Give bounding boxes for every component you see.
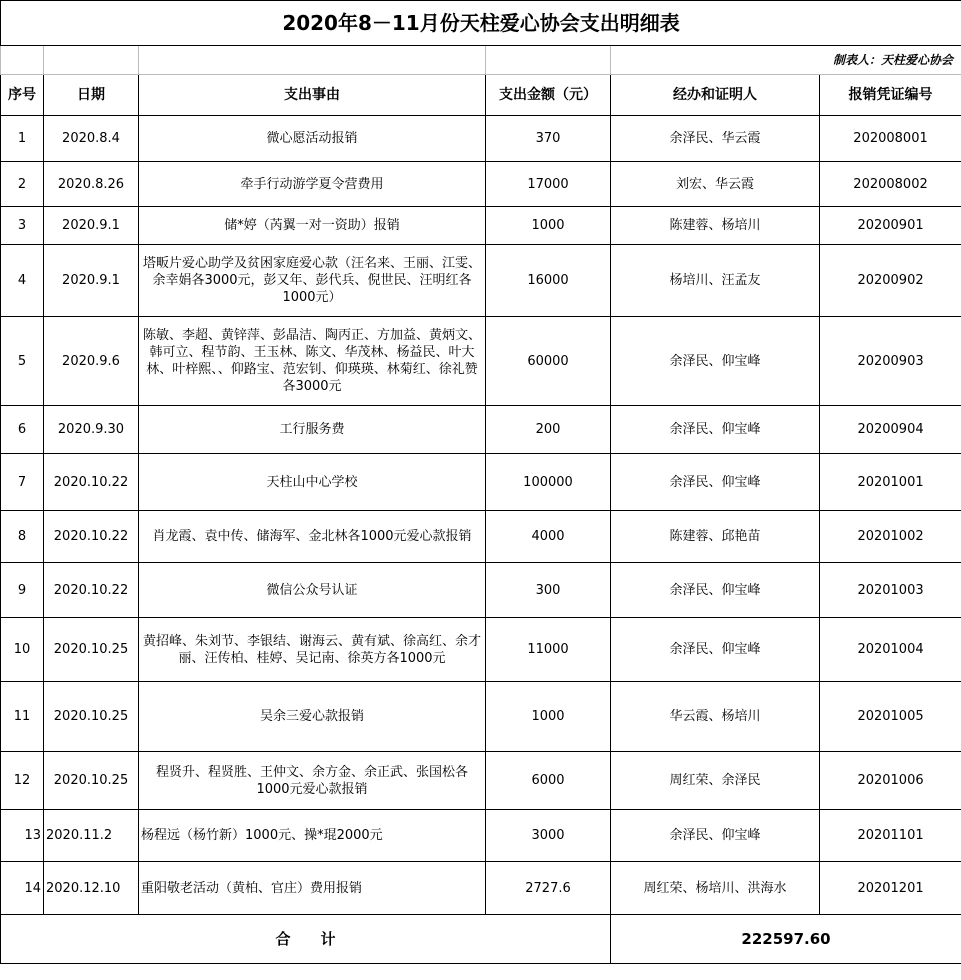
header-amount: 支出金额（元）: [486, 75, 611, 116]
row-voucher: 202008002: [820, 162, 961, 207]
row-no: 14: [1, 862, 44, 915]
row-voucher: 20200903: [820, 317, 961, 406]
table-row: [1, 862, 961, 915]
row-date: 2020.10.25: [44, 618, 139, 682]
row-voucher: 20201002: [820, 511, 961, 563]
row-handler: 余泽民、仰宝峰: [611, 618, 820, 682]
row-no: 3: [1, 207, 44, 245]
row-reason: 微信公众号认证: [139, 563, 486, 618]
row-handler: 余泽民、仰宝峰: [611, 406, 820, 454]
row-voucher: 20201003: [820, 563, 961, 618]
row-reason: 牵手行动游学夏令营费用: [139, 162, 486, 207]
row-date: 2020.8.26: [44, 162, 139, 207]
row-reason: 重阳敬老活动（黄柏、官庄）费用报销: [139, 862, 486, 915]
row-voucher: 20201005: [820, 682, 961, 752]
row-date: 2020.9.1: [44, 245, 139, 317]
table-row: [1, 563, 961, 618]
row-date: 2020.10.22: [44, 454, 139, 511]
row-handler: 陈建蓉、杨培川: [611, 207, 820, 245]
row-handler: 周红荣、余泽民: [611, 752, 820, 810]
table-row: [1, 207, 961, 245]
row-handler: 余泽民、华云霞: [611, 116, 820, 162]
row-reason: 天柱山中心学校: [139, 454, 486, 511]
table-row: [1, 116, 961, 162]
row-voucher: 202008001: [820, 116, 961, 162]
row-no: 6: [1, 406, 44, 454]
row-handler: 陈建蓉、邱艳苗: [611, 511, 820, 563]
row-amount: 60000: [486, 317, 611, 406]
table-row: [1, 317, 961, 406]
header-row: [1, 75, 961, 116]
row-handler: 余泽民、仰宝峰: [611, 563, 820, 618]
row-handler: 刘宏、华云霞: [611, 162, 820, 207]
table-maker: 制表人：天柱爱心协会: [611, 46, 961, 75]
header-reason: 支出事由: [139, 75, 486, 116]
row-amount: 11000: [486, 618, 611, 682]
row-no: 8: [1, 511, 44, 563]
row-date: 2020.12.10: [44, 862, 139, 915]
row-reason: 杨程远（杨竹新）1000元、操*琨2000元: [139, 810, 486, 862]
row-reason: 微心愿活动报销: [139, 116, 486, 162]
row-reason: 黄招峰、朱刘节、李银结、谢海云、黄有斌、徐高红、余才丽、汪传柏、桂婷、吴记南、徐英方各1000元: [139, 618, 486, 682]
table-title: 2020年8－11月份天柱爱心协会支出明细表: [1, 1, 961, 46]
row-handler: 华云霞、杨培川: [611, 682, 820, 752]
row-no: 11: [1, 682, 44, 752]
row-date: 2020.9.1: [44, 207, 139, 245]
header-no: 序号: [1, 75, 44, 116]
row-amount: 300: [486, 563, 611, 618]
row-voucher: 20201101: [820, 810, 961, 862]
row-voucher: 20201004: [820, 618, 961, 682]
row-amount: 1000: [486, 207, 611, 245]
row-reason: 吴余三爱心款报销: [139, 682, 486, 752]
row-no: 9: [1, 563, 44, 618]
row-reason: 肖龙霞、袁中传、储海军、金北林各1000元爱心款报销: [139, 511, 486, 563]
table-row: [1, 245, 961, 317]
header-voucher: 报销凭证编号: [820, 75, 961, 116]
table-row: [1, 162, 961, 207]
table-row: [1, 406, 961, 454]
row-date: 2020.11.2: [44, 810, 139, 862]
row-handler: 余泽民、仰宝峰: [611, 454, 820, 511]
row-amount: 6000: [486, 752, 611, 810]
row-no: 13: [1, 810, 44, 862]
row-amount: 1000: [486, 682, 611, 752]
row-voucher: 20201006: [820, 752, 961, 810]
row-amount: 17000: [486, 162, 611, 207]
row-date: 2020.8.4: [44, 116, 139, 162]
row-no: 1: [1, 116, 44, 162]
row-voucher: 20200902: [820, 245, 961, 317]
table-row: [1, 682, 961, 752]
row-voucher: 20200901: [820, 207, 961, 245]
row-date: 2020.10.22: [44, 511, 139, 563]
row-date: 2020.10.25: [44, 752, 139, 810]
row-no: 12: [1, 752, 44, 810]
total-row: [1, 915, 961, 964]
table-row: [1, 454, 961, 511]
row-amount: 100000: [486, 454, 611, 511]
row-date: 2020.9.30: [44, 406, 139, 454]
row-date: 2020.10.22: [44, 563, 139, 618]
row-no: 10: [1, 618, 44, 682]
total-amount: 222597.60: [611, 915, 961, 964]
row-reason: 工行服务费: [139, 406, 486, 454]
header-handler: 经办和证明人: [611, 75, 820, 116]
row-reason: 储*婷（芮翼一对一资助）报销: [139, 207, 486, 245]
row-reason: 陈敏、李超、黄锌萍、彭晶洁、陶丙正、方加益、黄炳文、韩可立、程节韵、王玉林、陈文、华茂林、杨益民、叶大林、叶梓熙、、仰路宝、范宏钊、仰瑛瑛、林菊红、徐礼赞各3000元: [139, 317, 486, 406]
row-amount: 3000: [486, 810, 611, 862]
row-reason: 程贤升、程贤胜、王仲文、余方金、余正武、张国松各1000元爱心款报销: [139, 752, 486, 810]
row-date: 2020.9.6: [44, 317, 139, 406]
row-no: 5: [1, 317, 44, 406]
table-row: [1, 618, 961, 682]
row-no: 4: [1, 245, 44, 317]
table-row: [1, 511, 961, 563]
table-row: [1, 810, 961, 862]
row-voucher: 20201001: [820, 454, 961, 511]
row-amount: 200: [486, 406, 611, 454]
row-no: 7: [1, 454, 44, 511]
row-handler: 余泽民、仰宝峰: [611, 810, 820, 862]
row-amount: 4000: [486, 511, 611, 563]
row-reason: 塔畈片爱心助学及贫困家庭爱心款（汪名来、王丽、江雯、余幸娟各3000元，彭又年、彭代兵、倪世民、汪明红各1000元）: [139, 245, 486, 317]
row-amount: 370: [486, 116, 611, 162]
row-voucher: 20200904: [820, 406, 961, 454]
row-date: 2020.10.25: [44, 682, 139, 752]
row-voucher: 20201201: [820, 862, 961, 915]
total-label: 合 计: [1, 915, 611, 964]
table-row: [1, 752, 961, 810]
row-no: 2: [1, 162, 44, 207]
row-amount: 16000: [486, 245, 611, 317]
row-handler: 周红荣、杨培川、洪海水: [611, 862, 820, 915]
row-handler: 杨培川、汪孟友: [611, 245, 820, 317]
row-amount: 2727.6: [486, 862, 611, 915]
row-handler: 余泽民、仰宝峰: [611, 317, 820, 406]
header-date: 日期: [44, 75, 139, 116]
